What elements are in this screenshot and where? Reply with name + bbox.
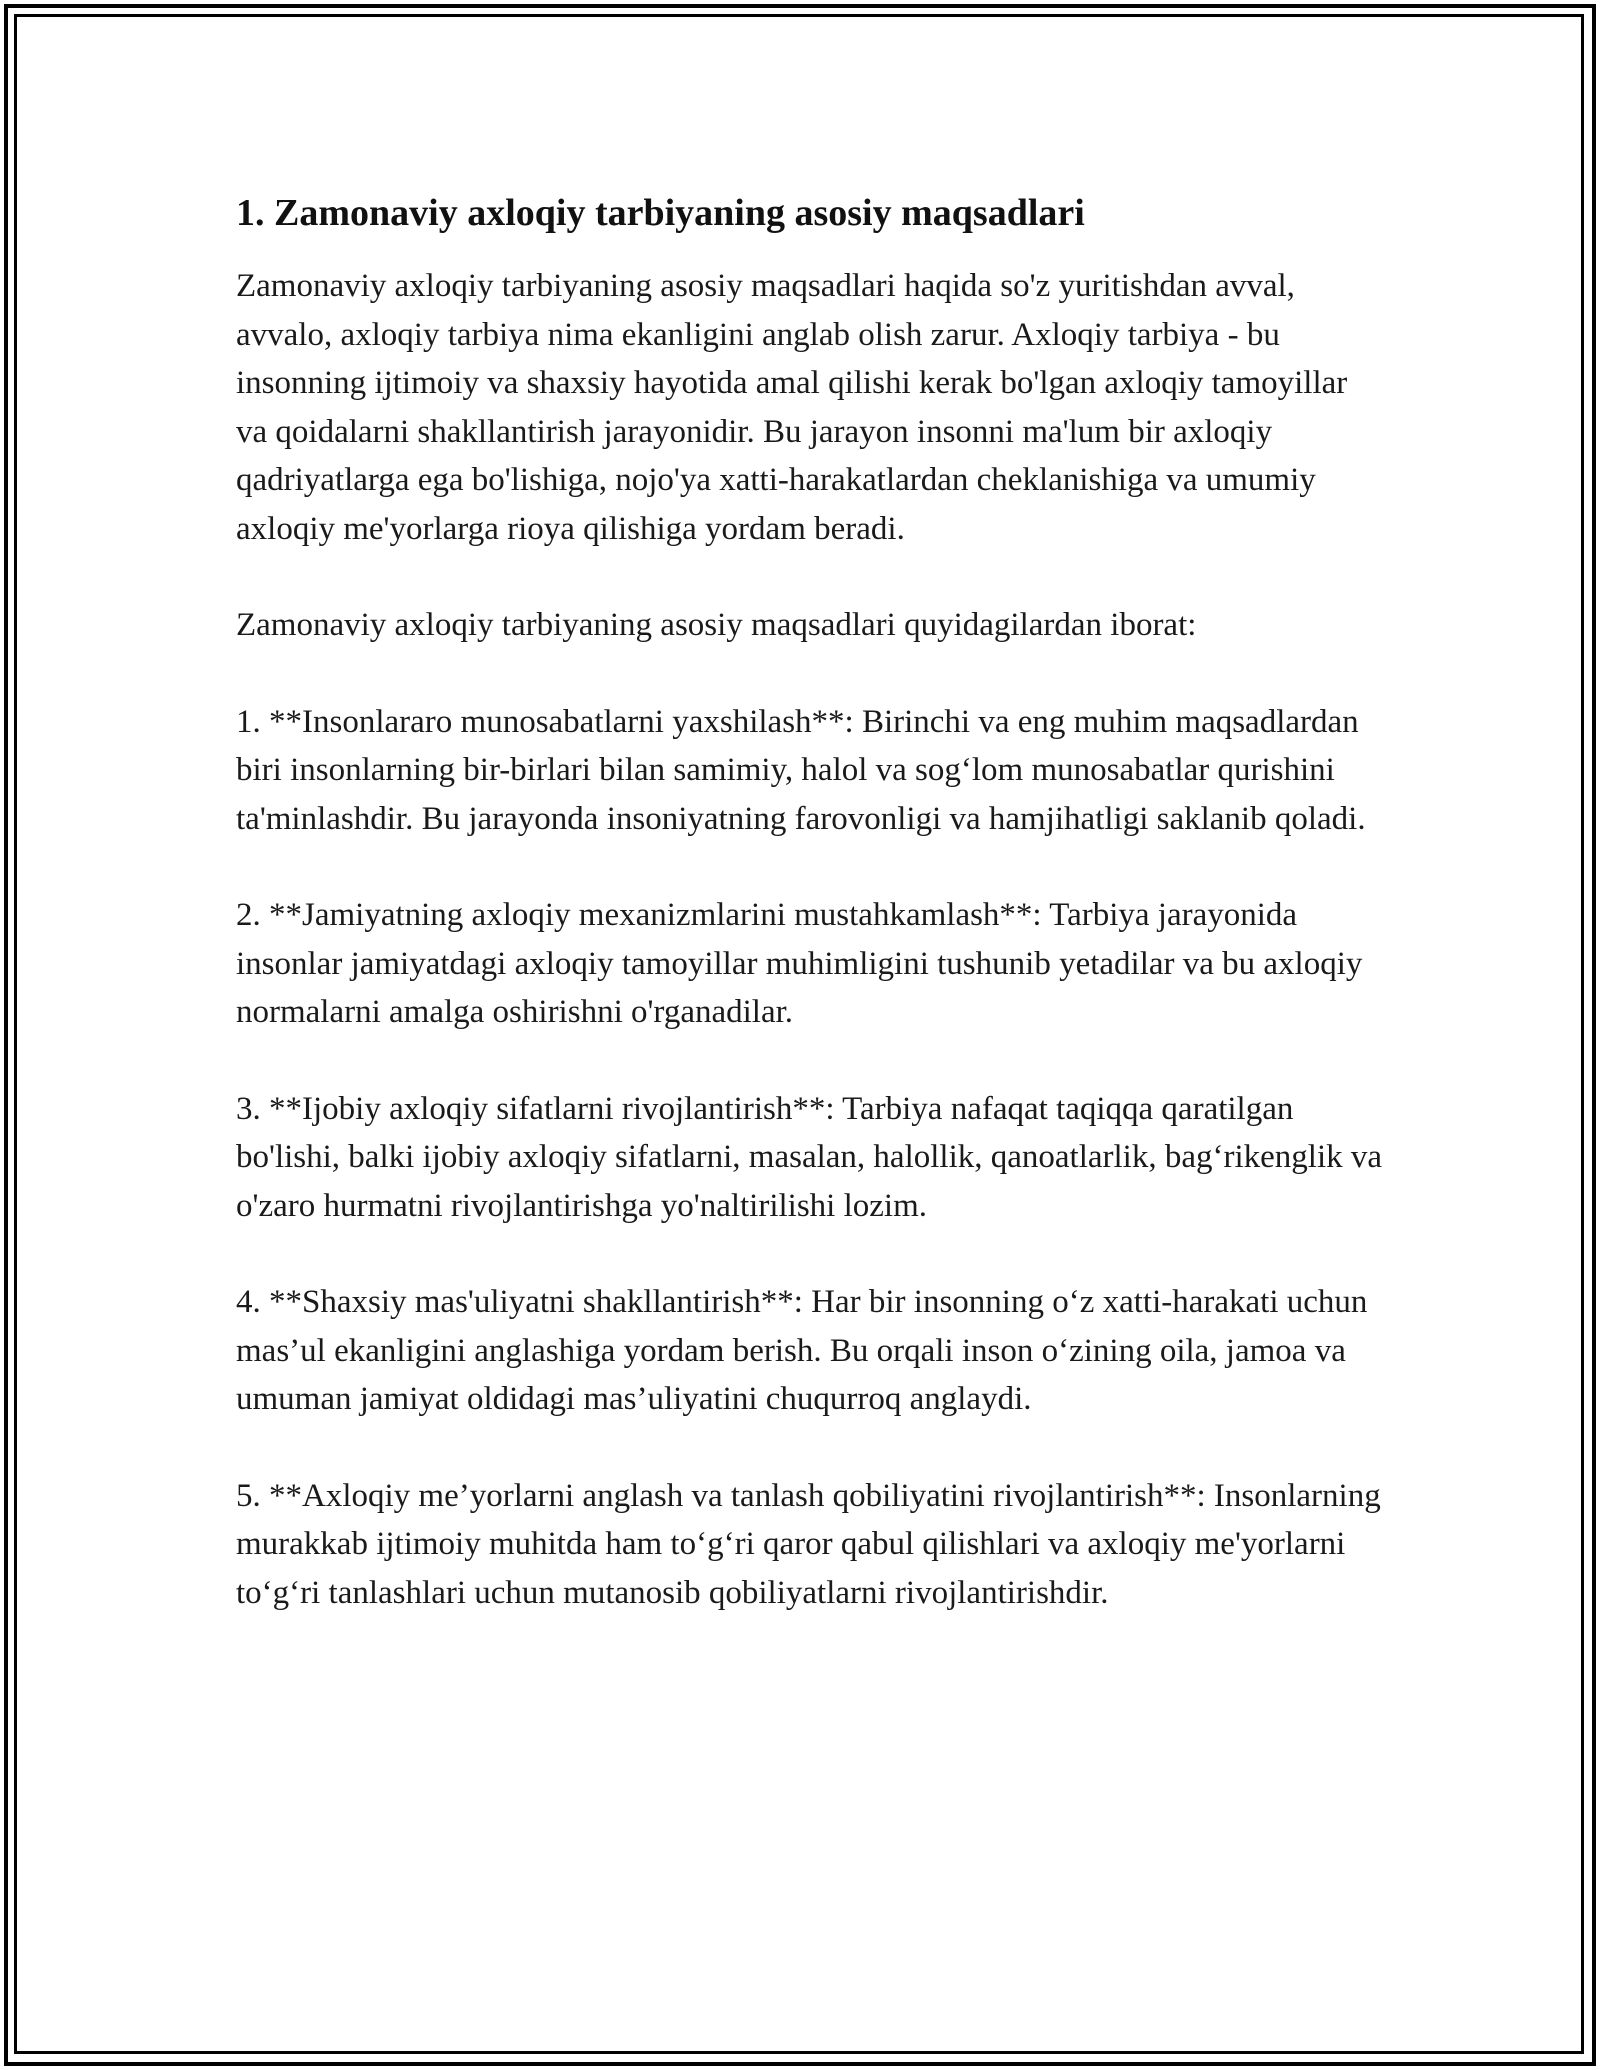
goal-item-3: 3. **Ijobiy axloqiy sifatlarni rivojlantirish**: Tarbiya nafaqat taqiqqa qaratilgan bo'lishi, balki ijobiy axloqiy sifatlarni, masalan, halollik, qanoatlarlik, bag‘rikenglik va o'zaro hurmatni rivojlantirishga yo'naltirilishi lozim. bbox=[236, 1090, 1383, 1224]
goal-item-2: 2. **Jamiyatning axloqiy mexanizmlarini mustahkamlash**: Tarbiya jarayonida insonlar jamiyatdagi axloqiy tamoyillar muhimligini tushunib yetadilar va bu axloqiy normalarni amalga oshirishni o'rganadilar. bbox=[236, 897, 1363, 1030]
section-heading: 1. Zamonaviy axloqiy tarbiyaning asosiy maqsadlari bbox=[236, 192, 1085, 234]
goal-item-1: 1. **Insonlararo munosabatlarni yaxshilash**: Birinchi va eng muhim maqsadlardan biri insonlarning bir-birlari bilan samimiy, halol va sog‘lom munosabatlar qurishini ta'minlashdir. Bu jarayonda insoniyatning farovonligi va hamjihatligi saklanib qoladi. bbox=[236, 703, 1366, 837]
intro-paragraph: Zamonaviy axloqiy tarbiyaning asosiy maqsadlari haqida so'z yuritishdan avval, avvalo, axloqiy tarbiya nima ekanligini anglab olish zarur. Axloqiy tarbiya - bu insonning ijtimoiy va shaxsiy hayotida amal qilishi kerak bo'lgan axloqiy tamoyillar va qoidalarni shakllantirish jarayonidir. Bu jarayon insonni ma'lum bir axloqiy qadriyatlarga ega bo'lishiga, nojo'ya xatti-harakatlardan cheklanishiga va umumiy axloqiy me'yorlarga rioya qilishiga yordam beradi. bbox=[236, 268, 1348, 547]
goal-item-4: 4. **Shaxsiy mas'uliyatni shakllantirish**: Har bir insonning o‘z xatti-harakati uchun mas’ul ekanligini anglashiga yordam berish. Bu orqali inson o‘zining oila, jamoa va umuman jamiyat oldidagi mas’uliyatini chuqurroq anglaydi. bbox=[236, 1284, 1368, 1417]
document-body bbox=[236, 186, 1386, 1665]
goal-item-5: 5. **Axloqiy me’yorlarni anglash va tanlash qobiliyatini rivojlantirish**: Insonlarning murakkab ijtimoiy muhitda ham to‘g‘ri qaror qabul qilishlari va axloqiy me'yorlarni to‘g‘ri tanlashlari uchun mutanosib qobiliyatlarni rivojlantirishdir. bbox=[236, 1477, 1381, 1611]
goals-lead-paragraph: Zamonaviy axloqiy tarbiyaning asosiy maqsadlari quyidagilardan iborat: bbox=[236, 607, 1197, 643]
